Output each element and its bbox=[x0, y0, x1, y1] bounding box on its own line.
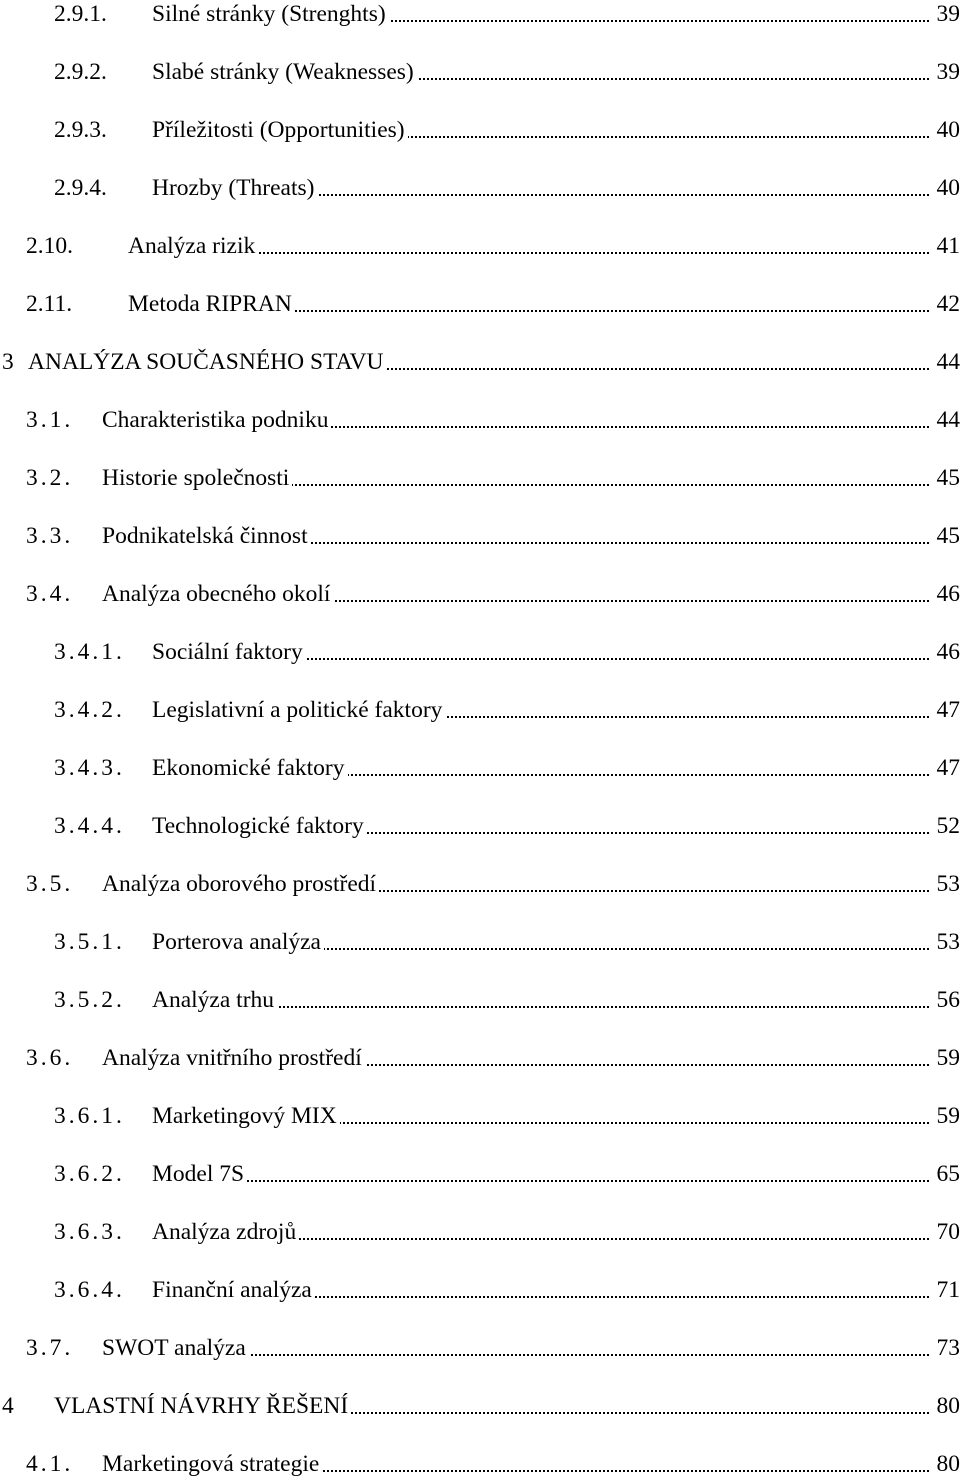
toc-entry[interactable] bbox=[0, 869, 960, 899]
toc-entry-number: 3.5.2. bbox=[54, 985, 125, 1015]
toc-entry[interactable] bbox=[0, 1043, 960, 1073]
toc-entry-number: 4.1. bbox=[26, 1449, 73, 1479]
toc-entry-title: Ekonomické faktory bbox=[152, 753, 348, 783]
toc-entry-page-number: 39 bbox=[934, 0, 960, 29]
toc-entry-page-number: 53 bbox=[934, 927, 960, 957]
toc-entry-number: 3.5. bbox=[26, 869, 73, 899]
toc-entry-number: 3 bbox=[2, 347, 14, 377]
toc-entry-page-number: 40 bbox=[934, 173, 960, 203]
toc-entry-number: 3.4.1. bbox=[54, 637, 125, 667]
toc-entry-title: Finanční analýza bbox=[152, 1275, 315, 1305]
toc-entry-title: Analýza obecného okolí bbox=[102, 579, 333, 609]
toc-entry-number: 2.9.4. bbox=[54, 173, 107, 203]
toc-entry-page-number: 71 bbox=[934, 1275, 960, 1305]
toc-entry-page-number: 73 bbox=[934, 1333, 960, 1363]
toc-entry-title: VLASTNÍ NÁVRHY ŘEŠENÍ bbox=[54, 1391, 351, 1421]
toc-entry-number: 3.6.4. bbox=[54, 1275, 125, 1305]
toc-entry-title: Slabé stránky (Weaknesses) bbox=[152, 57, 417, 87]
toc-entry-title: Legislativní a politické faktory bbox=[152, 695, 445, 725]
toc-entry-title: ANALÝZA SOUČASNÉHO STAVU bbox=[28, 347, 386, 377]
toc-entry-number: 3.5.1. bbox=[54, 927, 125, 957]
toc-entry[interactable] bbox=[0, 405, 960, 435]
toc-entry[interactable] bbox=[0, 1333, 960, 1363]
toc-entry-title: Technologické faktory bbox=[152, 811, 367, 841]
toc-entry-number: 2.11. bbox=[26, 289, 72, 319]
toc-entry[interactable] bbox=[0, 695, 960, 725]
toc-dot-leader bbox=[148, 252, 929, 254]
toc-entry-page-number: 59 bbox=[934, 1101, 960, 1131]
toc-entry-title: Podnikatelská činnost bbox=[102, 521, 311, 551]
toc-entry-number: 3.4.2. bbox=[54, 695, 125, 725]
toc-entry[interactable] bbox=[0, 579, 960, 609]
toc-entry[interactable] bbox=[0, 811, 960, 841]
toc-entry-title: Příležitosti (Opportunities) bbox=[152, 115, 408, 145]
toc-entry[interactable] bbox=[0, 927, 960, 957]
toc-entry[interactable] bbox=[0, 463, 960, 493]
toc-entry[interactable] bbox=[0, 985, 960, 1015]
toc-entry[interactable] bbox=[0, 753, 960, 783]
toc-entry[interactable] bbox=[0, 521, 960, 551]
toc-entry-page-number: 47 bbox=[934, 695, 960, 725]
toc-entry-page-number: 40 bbox=[934, 115, 960, 145]
toc-entry-title: Analýza oborového prostředí bbox=[102, 869, 379, 899]
toc-entry-title: Marketingový MIX bbox=[152, 1101, 340, 1131]
toc-entry-page-number: 41 bbox=[934, 231, 960, 261]
toc-entry-number: 3.1. bbox=[26, 405, 73, 435]
toc-entry-number: 3.3. bbox=[26, 521, 73, 551]
toc-entry[interactable] bbox=[0, 1275, 960, 1305]
toc-entry-title: Hrozby (Threats) bbox=[152, 173, 317, 203]
toc-entry-title: Metoda RIPRAN bbox=[128, 289, 295, 319]
toc-entry-number: 2.9.2. bbox=[54, 57, 107, 87]
toc-entry-page-number: 42 bbox=[934, 289, 960, 319]
toc-entry-page-number: 56 bbox=[934, 985, 960, 1015]
toc-entry-page-number: 59 bbox=[934, 1043, 960, 1073]
toc-entry-title: Charakteristika podniku bbox=[102, 405, 331, 435]
toc-entry-title: Analýza zdrojů bbox=[152, 1217, 299, 1247]
toc-entry[interactable] bbox=[0, 1101, 960, 1131]
toc-entry-page-number: 44 bbox=[934, 405, 960, 435]
toc-entry-number: 3.4.4. bbox=[54, 811, 125, 841]
toc-entry-number: 4 bbox=[2, 1391, 14, 1421]
toc-entry[interactable] bbox=[0, 173, 960, 203]
toc-entry-page-number: 45 bbox=[934, 521, 960, 551]
toc-entry-number: 3.4.3. bbox=[54, 753, 125, 783]
toc-dot-leader bbox=[172, 1180, 929, 1182]
toc-entry[interactable] bbox=[0, 0, 960, 29]
toc-entry-title: Analýza rizik bbox=[128, 231, 258, 261]
toc-entry-title: Model 7S bbox=[152, 1159, 247, 1189]
toc-entry-page-number: 46 bbox=[934, 579, 960, 609]
toc-entry-number: 3.6. bbox=[26, 1043, 73, 1073]
toc-entry-page-number: 44 bbox=[934, 347, 960, 377]
toc-entry-title: Porterova analýza bbox=[152, 927, 324, 957]
toc-entry[interactable] bbox=[0, 347, 960, 377]
toc-entry[interactable] bbox=[0, 1217, 960, 1247]
toc-entry-number: 3.6.3. bbox=[54, 1217, 125, 1247]
toc-entry-number: 2.10. bbox=[26, 231, 73, 261]
toc-entry-number: 2.9.1. bbox=[54, 0, 107, 29]
toc-entry-title: Sociální faktory bbox=[152, 637, 306, 667]
toc-entry-number: 3.6.2. bbox=[54, 1159, 125, 1189]
toc-entry-page-number: 70 bbox=[934, 1217, 960, 1247]
toc-entry-page-number: 80 bbox=[934, 1449, 960, 1479]
toc-entry-number: 3.6.1. bbox=[54, 1101, 125, 1131]
toc-entry-title: SWOT analýza bbox=[102, 1333, 249, 1363]
toc-entry-title: Marketingová strategie bbox=[102, 1449, 322, 1479]
toc-entry-page-number: 47 bbox=[934, 753, 960, 783]
toc-entry-title: Silné stránky (Strenghts) bbox=[152, 0, 389, 29]
toc-entry-page-number: 65 bbox=[934, 1159, 960, 1189]
toc-entry-title: Historie společnosti bbox=[102, 463, 292, 493]
toc-dot-leader bbox=[172, 1006, 929, 1008]
toc-entry-title: Analýza vnitřního prostředí bbox=[102, 1043, 365, 1073]
toc-entry[interactable] bbox=[0, 231, 960, 261]
toc-entry[interactable] bbox=[0, 115, 960, 145]
toc-entry[interactable] bbox=[0, 57, 960, 87]
toc-entry-number: 2.9.3. bbox=[54, 115, 107, 145]
toc-entry-page-number: 45 bbox=[934, 463, 960, 493]
toc-entry-title: Analýza trhu bbox=[152, 985, 277, 1015]
toc-entry-page-number: 53 bbox=[934, 869, 960, 899]
toc-entry[interactable] bbox=[0, 1159, 960, 1189]
toc-entry[interactable] bbox=[0, 289, 960, 319]
toc-entry[interactable] bbox=[0, 1391, 960, 1421]
toc-entry-number: 3.2. bbox=[26, 463, 73, 493]
toc-entry-page-number: 80 bbox=[934, 1391, 960, 1421]
toc-entry-page-number: 46 bbox=[934, 637, 960, 667]
toc-entry[interactable] bbox=[0, 637, 960, 667]
toc-entry-page-number: 39 bbox=[934, 57, 960, 87]
toc-entry-number: 3.7. bbox=[26, 1333, 73, 1363]
toc-entry-number: 3.4. bbox=[26, 579, 73, 609]
toc-entry-page-number: 52 bbox=[934, 811, 960, 841]
